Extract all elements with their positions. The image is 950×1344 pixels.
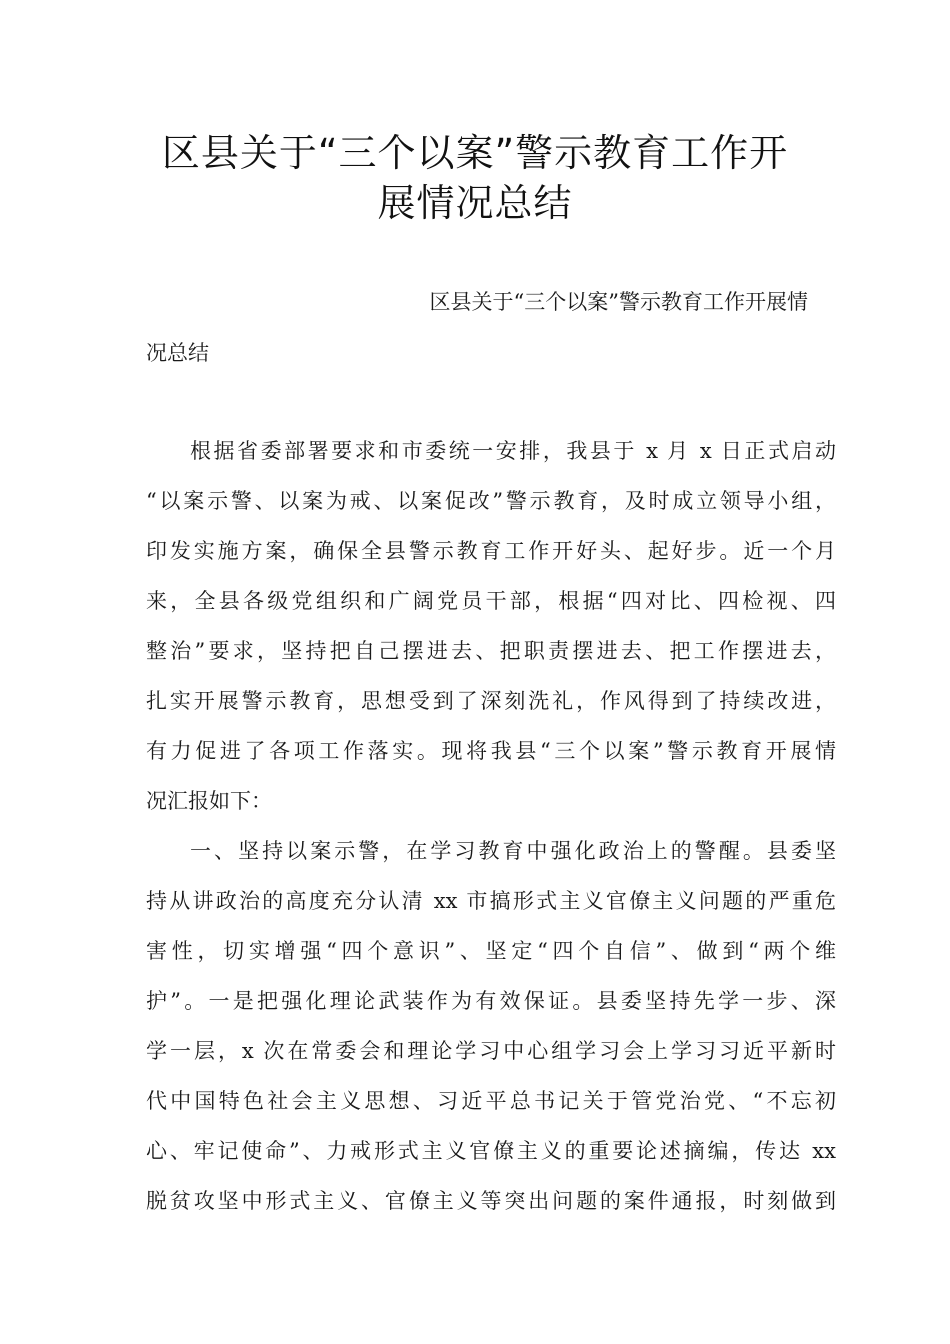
body-text-line: 根据省委部署要求和市委统一安排，我县于 x 月 x 日正式启动 — [190, 439, 836, 463]
body-text-line: 持从讲政治的高度充分认清 xx 市搞形式主义官僚主义问题的严重危 — [146, 889, 836, 913]
body-text-line: 害性，切实增强“四个意识”、坚定“四个自信”、做到“两个维 — [146, 939, 836, 963]
body-text-line: 脱贫攻坚中形式主义、官僚主义等突出问题的案件通报，时刻做到 — [146, 1189, 836, 1213]
body-text-line: 扎实开展警示教育，思想受到了深刻洗礼，作风得到了持续改进， — [146, 689, 836, 713]
body-text-line: 有力促进了各项工作落实。现将我县“三个以案”警示教育开展情 — [146, 739, 836, 763]
body-text-line: 一、坚持以案示警，在学习教育中强化政治上的警醒。县委坚 — [190, 839, 836, 863]
body-text-line: 学一层，x 次在常委会和理论学习中心组学习会上学习习近平新时 — [146, 1039, 836, 1063]
body-text-line: 印发实施方案，确保全县警示教育工作开好头、起好步。近一个月 — [146, 539, 836, 563]
document-title-line-1: 区县关于“三个以案”警示教育工作开 — [161, 131, 789, 175]
body-text-line: 心、牢记使命”、力戒形式主义官僚主义的重要论述摘编，传达 xx — [146, 1139, 836, 1163]
body-text-line: 况汇报如下： — [146, 789, 272, 813]
body-text-line: 整治”要求，坚持把自己摆进去、把职责摆进去、把工作摆进去， — [146, 639, 836, 663]
body-text-line: 来，全县各级党组织和广阔党员干部，根据“四对比、四检视、四 — [146, 589, 836, 613]
body-text-line: “以案示警、以案为戒、以案促改”警示教育，及时成立领导小组， — [146, 489, 836, 513]
body-text-line: 代中国特色社会主义思想、习近平总书记关于管党治党、“不忘初 — [146, 1089, 836, 1113]
document-title-line-2: 展情况总结 — [377, 181, 573, 225]
body-text-line: 护”。一是把强化理论武装作为有效保证。县委坚持先学一步、深 — [146, 989, 836, 1013]
subtitle-line-1: 区县关于“三个以案”警示教育工作开展情 — [429, 290, 808, 314]
subtitle-line-2: 况总结 — [146, 341, 209, 365]
